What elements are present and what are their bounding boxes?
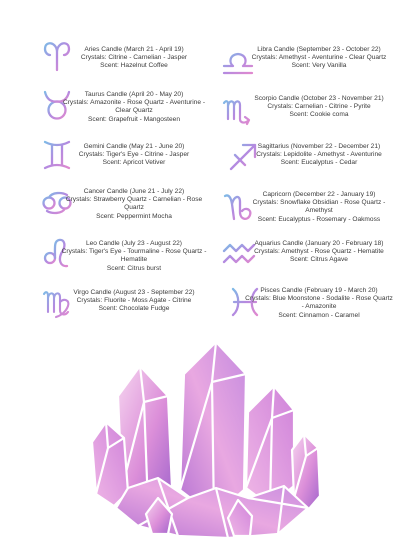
entry-scent: Scent: Very Vanilla (291, 62, 347, 70)
entry-text (60, 188, 208, 221)
entry-scent: Scent: Peppermint Mocha (96, 212, 172, 220)
entry-text (60, 289, 208, 314)
entry-title: Aries Candle (March 21 - April 19) (84, 46, 184, 53)
entry-crystals: Crystals: Amazonite - Rose Quartz - Aventurine - Clear Quartz (62, 99, 206, 115)
entry-crystals: Crystals: Tiger's Eye - Citrine - Jasper (78, 151, 190, 159)
entry-crystals: Crystals: Tiger's Eye - Tourmaline - Rose Quartz - Hematite (61, 248, 207, 264)
entry-crystals: Crystals: Amethyst - Aventurine - Clear Quartz (251, 54, 387, 62)
entry-scent: Scent: Apricot Vetiver (102, 159, 166, 167)
entry-scent: Scent: Eucalyptus - Cedar (280, 159, 358, 167)
entry-text (245, 143, 393, 168)
entry-title: Gemini Candle (May 21 - June 20) (83, 143, 185, 150)
entry-title: Sagittarius (November 22 - December 21) (257, 143, 381, 150)
entry-crystals: Crystals: Lepidolite - Amethyst - Aventurine (256, 151, 382, 159)
entry-crystals: Crystals: Amethyst - Rose Quartz - Hematite (254, 248, 384, 256)
entry-crystals: Crystals: Strawberry Quartz - Carnelian - Rose Quartz (65, 196, 203, 212)
entry-text (60, 46, 208, 71)
entry-text (60, 143, 208, 168)
entry-text (245, 46, 393, 71)
entry-scent: Scent: Hazelnut Coffee (100, 62, 168, 70)
crystal-cluster-illustration (88, 338, 323, 540)
entry-title: Virgo Candle (August 23 - September 22) (73, 289, 195, 296)
entry-scent: Scent: Cookie coma (289, 111, 349, 119)
entry-crystals: Crystals: Carnelian - Citrine - Pyrite (267, 103, 371, 111)
entry-crystals: Crystals: Blue Moonstone - Sodalite - Rose Quartz - Amazonite (245, 295, 393, 311)
entry-title: Libra Candle (September 23 - October 22) (257, 46, 381, 53)
entry-text (245, 191, 393, 224)
entry-crystals: Crystals: Citrine - Carnelian - Jasper (80, 54, 188, 62)
entry-title: Pisces Candle (February 19 - March 20) (260, 287, 378, 294)
entry-title: Aquarius Candle (January 20 - February 18) (254, 240, 384, 247)
entry-text (245, 95, 393, 120)
entry-title: Leo Candle (July 23 - August 22) (85, 240, 183, 247)
entry-crystals: Crystals: Fluorite - Moss Agate - Citrine (76, 297, 192, 305)
entry-text (60, 240, 208, 273)
entry-text (245, 287, 393, 320)
entry-scent: Scent: Cinnamon - Caramel (278, 311, 360, 319)
entry-scent: Scent: Citrus Agave (290, 256, 348, 264)
entry-text (245, 240, 393, 265)
entry-crystals: Crystals: Snowflake Obsidian - Rose Quartz - Amethyst (252, 199, 386, 215)
entry-title: Cancer Candle (June 21 - July 22) (83, 188, 185, 195)
entry-scent: Scent: Eucalyptus - Rosemary - Oakmoss (257, 215, 381, 223)
entry-scent: Scent: Grapefruit - Mangosteen (88, 115, 180, 123)
entry-scent: Scent: Citrus burst (106, 264, 162, 272)
entry-title: Scorpio Candle (October 23 - November 21) (254, 95, 384, 102)
entry-text (60, 91, 208, 124)
entry-title: Capricorn (December 22 - January 19) (262, 191, 376, 198)
entry-title: Taurus Candle (April 20 - May 20) (84, 91, 184, 98)
entry-scent: Scent: Chocolate Fudge (98, 305, 170, 313)
